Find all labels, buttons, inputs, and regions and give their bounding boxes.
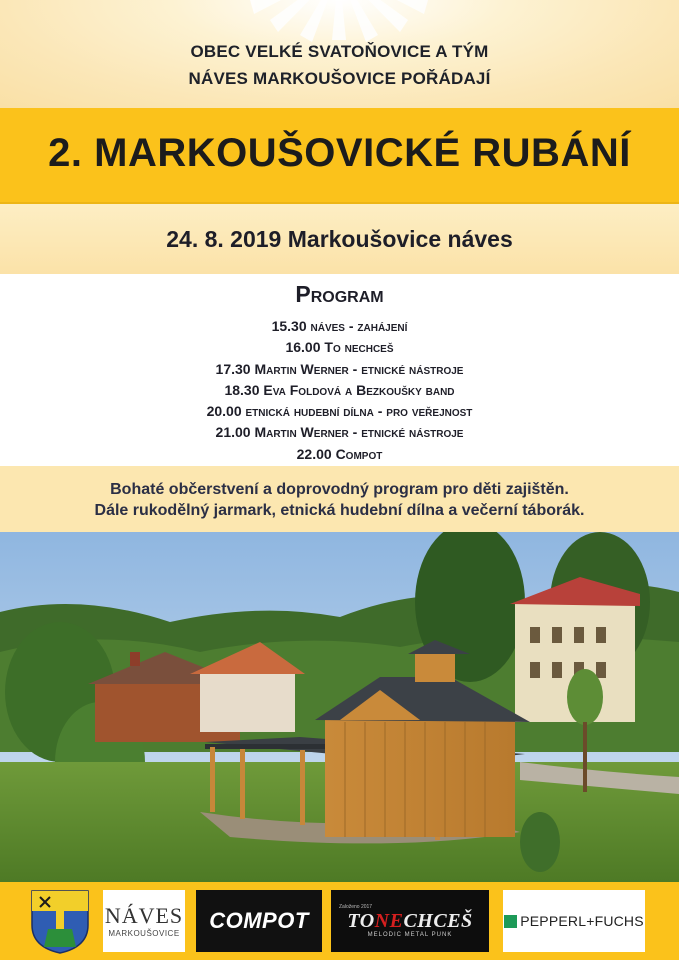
info-line-2: Dále rukodělný jarmark, etnická hudební dílna a večerní táborák.	[94, 502, 585, 519]
to-nechces-pre: TO	[347, 910, 375, 932]
municipal-coat-of-arms-icon	[30, 889, 90, 955]
pepperl-fuchs-text: PEPPERL+FUCHS	[520, 913, 644, 929]
to-nechces-logo	[331, 890, 489, 952]
program-heading: Program	[295, 281, 384, 307]
organizer-line-2: NÁVES MARKOUŠOVICE POŘÁDAJÍ	[188, 69, 491, 88]
pepperl-fuchs-mark-icon	[504, 915, 517, 928]
compot-logo-text: COMPOT	[209, 908, 309, 933]
pepperl-fuchs-logo	[503, 890, 645, 952]
naves-logo-main: NÁVES	[104, 902, 184, 928]
to-nechces-post: CHCEŠ	[403, 910, 473, 932]
organizer-line-1: OBEC VELKÉ SVATOŇOVICE A TÝM	[190, 42, 489, 61]
naves-logo	[103, 890, 185, 952]
program-item: 20.00 etnická hudební dílna - pro veřejnost	[206, 403, 473, 420]
info-text	[0, 479, 679, 521]
compot-logo	[196, 890, 322, 952]
program-item: 16.00 To nechceš	[285, 339, 394, 356]
program-item: 18.30 Eva Foldová a Bezkoušky band	[224, 381, 455, 398]
program-list	[0, 316, 679, 465]
program-item: 22.00 Compot	[296, 445, 383, 462]
program-item: 17.30 Martin Werner - etnické nástroje	[215, 360, 464, 377]
info-line-1: Bohaté občerstvení a doprovodný program pro děti zajištěn.	[110, 481, 569, 498]
to-nechces-wordmark	[347, 910, 472, 932]
program-item: 15.30 náves - zahájení	[271, 318, 408, 334]
naves-logo-sub: MARKOUŠOVICE	[108, 928, 180, 938]
program-item: 21.00 Martin Werner - etnické nástroje	[215, 424, 464, 441]
photo-illustration	[0, 532, 679, 882]
to-nechces-red: NE	[374, 910, 404, 932]
organizer-text	[0, 38, 679, 92]
sponsor-logos-bar	[0, 882, 679, 960]
event-date-place: 24. 8. 2019 Markoušovice náves	[166, 226, 513, 252]
village-square-pavilion-photo	[0, 532, 679, 882]
to-nechces-year: Založeno 2017	[339, 904, 373, 910]
event-title: 2. MARKOUŠOVICKÉ RUBÁNÍ	[48, 131, 631, 175]
to-nechces-genre: MELODIC METAL PUNK	[367, 932, 453, 938]
